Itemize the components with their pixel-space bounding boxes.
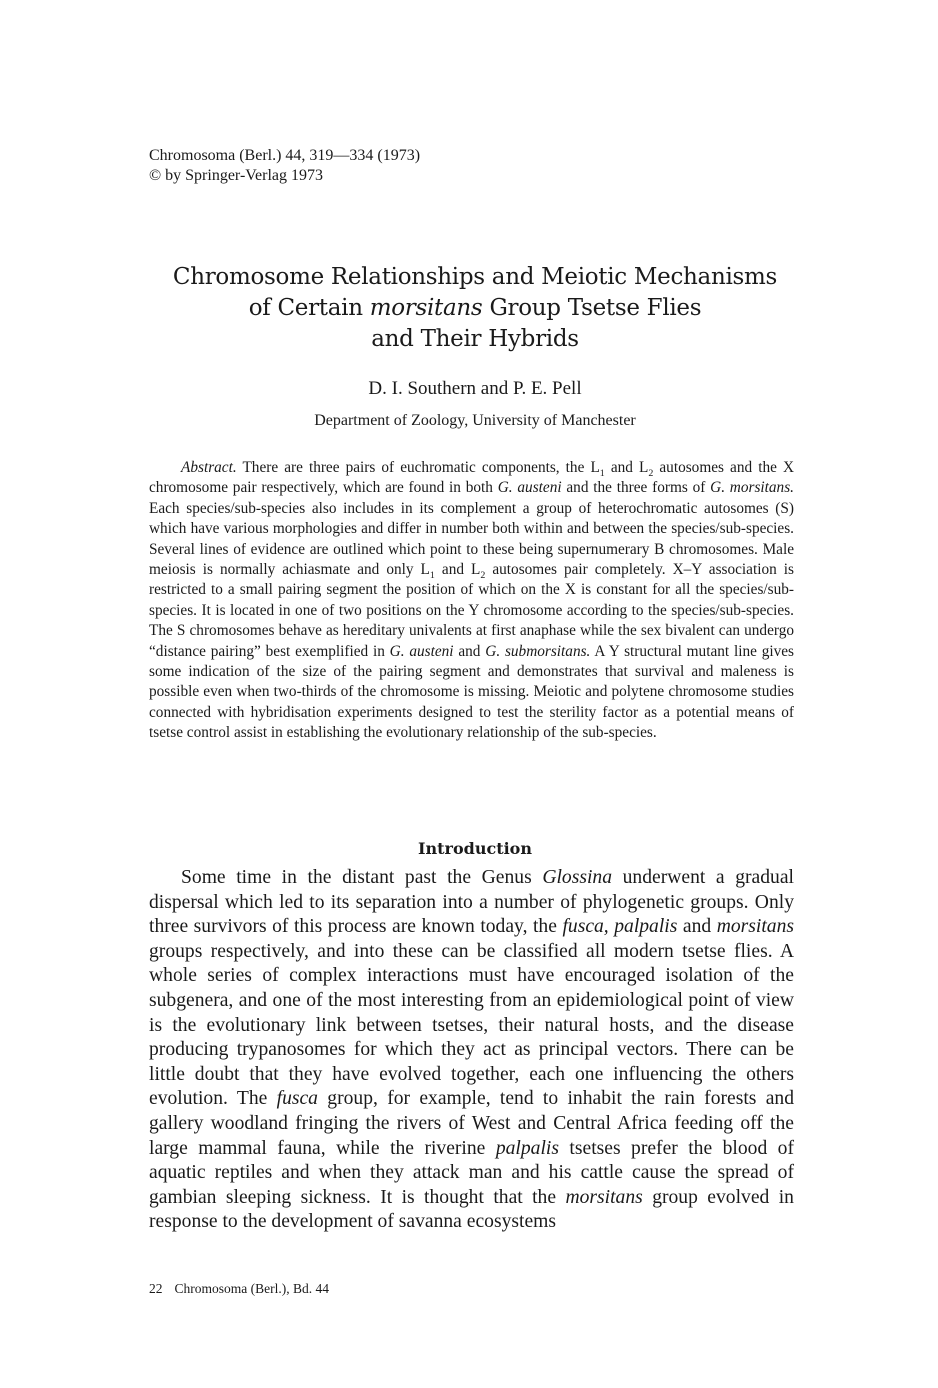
article-title <box>100 262 850 355</box>
group-name: palpalis <box>495 1137 559 1159</box>
abstract-text: Each species/sub-species also includes in its complement a group of heterochromatic autosomes (S) which have various morphologies and differ in number both within and between the species/sub-species. Several lines of evidence are outlined which point to these being supernumerary B chromosomes. Male meiosis is normally achiasmate and only L <box>149 499 794 579</box>
journal-citation: Chromosoma (Berl.) 44, 319—334 (1973) <box>149 147 421 164</box>
body-text: Some time in the distant past the Genus <box>181 867 543 888</box>
page-number: 22 <box>149 1281 163 1296</box>
title-text: of Certain <box>248 295 370 321</box>
subscript: 2 <box>480 570 486 582</box>
abstract-text: and the three forms of <box>561 479 711 497</box>
title-line-1: Chromosome Relationships and Meiotic Mechanisms <box>172 264 778 290</box>
authors: D. I. Southern and P. E. Pell <box>368 378 582 399</box>
title-italic-term: morsitans <box>369 295 483 321</box>
abstract-text: and L <box>434 561 481 579</box>
subscript: 1 <box>429 570 435 582</box>
abstract-text: autosomes pair completely. X–Y association is restricted to a small pairing segment the position of which on the X is constant for all the species/sub-species. It is located in one of two positions on the Y chromosome according to the species/sub-species. The S chromosomes behave as hereditary univalents at first anaphase while the sex bivalent can undergo “distance pairing” best exemplified in <box>149 561 794 660</box>
species-name: G. morsitans. <box>710 479 794 497</box>
genus-name: Glossina <box>542 867 613 888</box>
species-name: G. submorsitans. <box>485 642 591 660</box>
abstract-text: and <box>453 642 486 660</box>
title-text: Group Tsetse Flies <box>482 295 702 321</box>
title-line-3: and Their Hybrids <box>371 326 579 352</box>
body-text: group, for example, tend to inhabit the rain forests and gallery woodland fringing the rivers of West and Central Africa feeding off the large mammal fauna, while the riverine <box>149 1088 794 1159</box>
abstract-text: autosomes and the X chromosome pair respectively, which are found in both <box>149 459 794 497</box>
affiliation: Department of Zoology, University of Manchester <box>314 412 636 429</box>
species-name: G. austeni <box>389 642 454 660</box>
abstract-text: and L <box>604 459 649 476</box>
footer-journal-ref: Chromosoma (Berl.), Bd. 44 <box>174 1281 329 1296</box>
copyright-notice: © by Springer-Verlag 1973 <box>149 167 324 184</box>
body-text: and <box>677 916 717 938</box>
group-name: fusca, palpalis <box>562 916 678 938</box>
abstract <box>149 458 794 744</box>
journal-header <box>149 146 420 186</box>
group-name: fusca <box>276 1088 318 1110</box>
abstract-label: Abstract. <box>181 459 237 476</box>
group-name: morsitans <box>716 916 795 938</box>
subscript: 1 <box>599 468 605 480</box>
abstract-text: A Y structural mutant line gives some indication of the size of the pairing segment and demonstrates that survival and maleness is possible even when two-thirds of the chromosome is missing. Meiotic and polytene chromosome studies connected with hybridisation experiments designed to test the sterility factor as a potential means of tsetse control assist in establishing the evolutionary relationship of the sub-species. <box>149 642 794 742</box>
body-text: underwent a gradual dispersal which led to its separation into a number of phylogenetic groups. Only three survivors of this process are known today, the <box>149 867 794 938</box>
group-name: morsitans <box>565 1186 643 1208</box>
section-heading-introduction: Introduction <box>418 839 532 858</box>
abstract-text: There are three pairs of euchromatic components, the L <box>236 459 600 476</box>
title-line-2 <box>100 293 850 324</box>
body-text: group evolved in response to the development of savanna ecosystems <box>149 1186 794 1233</box>
body-text: groups respectively, and into these can be classified all modern tsetse flies. A whole series of complex interactions must have encouraged isolation of the subgenera, and one of the most interesting from an epidemiological point of view is the evolutionary link between tsetses, their natural hosts, and the disease producing trypanosomes for which they act as principal vectors. There can be little doubt that they have evolved together, each one influencing the others evolution. The <box>149 940 794 1110</box>
body-text: tsetses prefer the blood of aquatic reptiles and when they attack man and his cattle cause the spread of gambian sleeping sickness. It is thought that the <box>149 1137 795 1208</box>
introduction-paragraph <box>149 866 794 1235</box>
species-name: G. austeni <box>497 479 562 497</box>
page-footer <box>149 1280 329 1298</box>
subscript: 2 <box>648 468 654 480</box>
